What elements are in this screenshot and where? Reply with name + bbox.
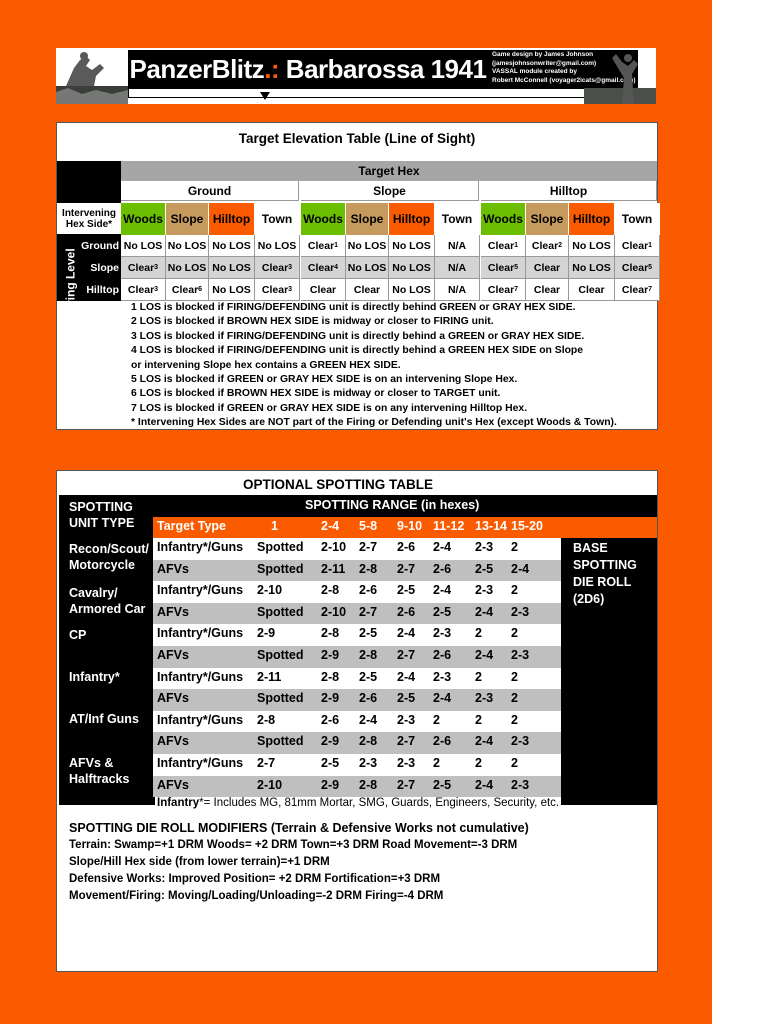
spotting-roll-cell: 2-3 xyxy=(475,540,494,554)
los-cell: Clear 3 xyxy=(255,257,300,279)
elevation-note: 1 LOS is blocked if FIRING/DEFENDING unit is directly behind GREEN or GRAY HEX SIDE. xyxy=(131,302,576,313)
spotting-roll-cell: 2-5 xyxy=(359,626,378,641)
spotting-roll-cell: Spotted xyxy=(257,648,304,662)
terrain-column-header: Hilltop xyxy=(569,203,615,235)
los-value: Clear xyxy=(127,283,155,296)
spotting-roll-cell: 2-6 xyxy=(433,648,452,662)
los-cell xyxy=(346,257,389,279)
los-value: N/A xyxy=(447,239,467,252)
spotting-roll-cell: Spotted xyxy=(257,561,304,576)
range-column-header: 15-20 xyxy=(511,519,543,533)
unit-type-column xyxy=(59,495,155,805)
elevation-corner xyxy=(57,161,121,203)
spotting-roll-cell: 2-9 xyxy=(321,777,340,792)
elevation-note: or intervening Slope hex contains a GREEN HEX SIDE. xyxy=(131,359,401,371)
spotting-roll-cell: 2-5 xyxy=(359,669,378,684)
spotting-roll-cell: 2-8 xyxy=(321,669,340,684)
spotting-row xyxy=(153,538,561,560)
spotting-roll-cell: 2 xyxy=(475,712,482,727)
los-value: No LOS xyxy=(572,261,611,274)
spotting-roll-cell: 2-3 xyxy=(433,669,452,684)
spotting-roll-cell: 2 xyxy=(511,626,518,641)
firing-level-row-label: Hilltop xyxy=(79,279,121,301)
spotting-roll-cell: 2-5 xyxy=(475,561,494,576)
elevation-note: 2 LOS is blocked if BROWN HEX SIDE is midway or closer to FIRING unit. xyxy=(131,316,494,328)
los-cell xyxy=(435,279,480,301)
target-hex-header: Target Hex xyxy=(121,161,657,181)
spotting-roll-cell: 2-7 xyxy=(397,648,416,662)
los-value: Clear xyxy=(531,239,559,252)
drm-title: SPOTTING DIE ROLL MODIFIERS (Terrain & Defensive Works not cumulative) xyxy=(69,821,529,835)
elevation-note: 6 LOS is blocked if BROWN HEX SIDE is midway or closer to TARGET unit. xyxy=(131,388,501,400)
target-elevation-table xyxy=(56,122,658,430)
los-value: No LOS xyxy=(212,261,251,274)
los-value: Clear xyxy=(171,283,199,296)
spotting-roll-cell: 2-4 xyxy=(433,583,452,598)
target-group-header: Ground xyxy=(121,181,299,201)
los-value: No LOS xyxy=(167,239,207,252)
infantry-footnote: Infantry*= Includes MG, 81mm Mortar, SMG, Guards, Engineers, Security, etc. xyxy=(157,797,560,809)
firing-level-label: Firing Level xyxy=(63,248,78,316)
los-value: Clear xyxy=(578,283,605,296)
target-type-cell: AFVs xyxy=(157,561,189,576)
spotting-row xyxy=(153,581,561,603)
unit-type-line: Infantry* xyxy=(69,670,120,684)
spotting-roll-cell: 2-6 xyxy=(433,561,452,576)
los-cell: Clear 2 xyxy=(526,235,569,257)
spotting-roll-cell: 2-3 xyxy=(511,648,530,662)
los-value: N/A xyxy=(447,283,467,296)
spotting-roll-cell: 2-4 xyxy=(359,712,378,727)
spotting-roll-cell: 2-4 xyxy=(475,604,494,619)
spotting-roll-cell: 2-11 xyxy=(257,669,282,684)
terrain-column-header: Slope xyxy=(346,203,389,235)
unit-type-line: Motorcycle xyxy=(69,558,135,572)
los-cell: Clear 3 xyxy=(121,279,166,301)
terrain-column-header: Hilltop xyxy=(209,203,255,235)
los-cell xyxy=(209,279,255,301)
los-value: Clear xyxy=(261,261,289,274)
range-column-header: 13-14 xyxy=(475,519,507,533)
hexside-label-line: Hex Side* xyxy=(65,218,113,230)
terrain-column-header: Woods xyxy=(301,203,346,235)
los-cell xyxy=(435,257,480,279)
spotting-roll-cell: 2 xyxy=(475,756,482,770)
drm-line: Terrain: Swamp=+1 DRM Woods= +2 DRM Town=+3 DRM Road Movement=-3 DRM xyxy=(69,839,518,851)
terrain-column-header: Town xyxy=(615,203,660,235)
unit-type-line: Cavalry/ xyxy=(69,586,118,600)
los-cell: Clear 4 xyxy=(301,257,346,279)
los-cell xyxy=(569,279,615,301)
spotting-roll-cell: 2-4 xyxy=(511,561,530,576)
spotting-roll-cell: 2 xyxy=(511,756,518,770)
spotting-unit-type xyxy=(69,585,145,617)
spotting-roll-cell: 2 xyxy=(475,626,482,641)
spotting-roll-cell: 2-4 xyxy=(475,777,494,792)
los-value: No LOS xyxy=(257,239,297,252)
los-cell xyxy=(346,279,389,301)
spotting-roll-cell: 2-3 xyxy=(397,756,416,770)
los-cell: Clear 3 xyxy=(121,257,166,279)
terrain-column-header: Hilltop xyxy=(389,203,435,235)
los-value: No LOS xyxy=(167,261,207,274)
intervening-hexside-label xyxy=(57,203,121,235)
spotting-roll-cell: 2-3 xyxy=(397,712,416,727)
spotting-roll-cell: 2-3 xyxy=(359,756,378,770)
los-cell xyxy=(389,235,435,257)
spotting-roll-cell: 2-8 xyxy=(359,561,378,576)
los-cell: Clear 7 xyxy=(615,279,660,301)
elevation-note: 4 LOS is blocked if FIRING/DEFENDING unit is directly behind a GREEN HEX SIDE on Slope xyxy=(131,345,584,357)
spotting-roll-cell: 2-5 xyxy=(397,583,416,598)
los-cell xyxy=(121,235,166,257)
unit-type-line: AFVs & xyxy=(69,756,114,770)
terrain-column-header: Town xyxy=(255,203,300,235)
unit-type-line: Recon/Scout/ xyxy=(69,542,149,556)
los-value: No LOS xyxy=(392,239,431,252)
spotting-roll-cell: 2-8 xyxy=(321,626,340,641)
spotting-roll-cell: 2 xyxy=(511,691,518,706)
spotting-roll-cell: 2 xyxy=(511,712,518,727)
credit-line: VASSAL module created by xyxy=(492,68,578,76)
spotting-range-header: SPOTTING RANGE (in hexes) xyxy=(155,495,657,517)
spotting-unit-type xyxy=(69,755,129,787)
spotting-roll-cell: 2-4 xyxy=(433,691,452,706)
range-column-header: 11-12 xyxy=(433,519,465,533)
los-cell: Clear 1 xyxy=(301,235,346,257)
spotting-unit-type xyxy=(69,541,149,573)
target-type-cell: AFVs xyxy=(157,648,189,662)
spotting-roll-cell: 2-6 xyxy=(397,604,416,619)
spotting-roll-cell: 2-7 xyxy=(359,540,378,554)
spotting-roll-cell: 2-10 xyxy=(321,540,347,554)
spotting-roll-cell: 2 xyxy=(475,669,482,684)
spotting-roll-cell: 2 xyxy=(433,712,440,727)
los-cell xyxy=(209,235,255,257)
terrain-column-header: Slope xyxy=(166,203,209,235)
unit-type-line: AT/Inf Guns xyxy=(69,712,139,726)
title-arrow-icon xyxy=(260,92,270,100)
spotting-roll-cell: 2-5 xyxy=(397,691,416,706)
spotting-row xyxy=(153,624,561,646)
spotting-roll-cell: Spotted xyxy=(257,734,304,749)
unit-type-header: SPOTTING UNIT TYPE xyxy=(69,500,135,530)
spotting-unit-type xyxy=(69,669,120,685)
elevation-note: 7 LOS is blocked if GREEN or GRAY HEX SIDE is on any intervening Hilltop Hex. xyxy=(131,402,528,414)
range-column-header: 5-8 xyxy=(359,519,378,533)
elevation-note: * Intervening Hex Sides are NOT part of the Firing or Defending unit's Hex (except Woods & Town). xyxy=(131,417,617,429)
spotting-roll-cell: Spotted xyxy=(257,691,304,706)
elevation-table-title: Target Elevation Table (Line of Sight) xyxy=(238,131,476,146)
spotting-roll-cell: Spotted xyxy=(257,540,304,554)
spotting-roll-cell: 2-7 xyxy=(397,734,416,749)
los-cell xyxy=(166,257,209,279)
spotting-roll-cell: 2-8 xyxy=(359,734,378,749)
range-column-header: 9-10 xyxy=(397,519,423,533)
target-type-cell: Infantry*/Guns xyxy=(157,712,244,727)
target-type-cell: Infantry*/Guns xyxy=(157,626,244,641)
los-value: Clear xyxy=(261,283,289,296)
los-value: Clear xyxy=(307,239,335,252)
spotting-row xyxy=(153,560,561,582)
target-type-cell: AFVs xyxy=(157,604,189,619)
spotting-roll-cell: 2-7 xyxy=(257,756,276,770)
terrain-column-header: Slope xyxy=(526,203,569,235)
los-cell xyxy=(435,235,480,257)
target-group-header: Slope xyxy=(301,181,479,201)
spotting-roll-cell: 2-5 xyxy=(433,604,452,619)
title-banner xyxy=(56,48,656,104)
spotting-roll-cell: 2-8 xyxy=(321,583,340,598)
spotting-roll-cell: 2 xyxy=(511,583,518,598)
spotting-roll-cell: 2-10 xyxy=(321,604,347,619)
elevation-note: 3 LOS is blocked if FIRING/DEFENDING unit is directly behind a GREEN or GRAY HEX SIDE. xyxy=(131,330,585,342)
spotting-roll-cell: 2-6 xyxy=(359,691,378,706)
spotting-drm-section xyxy=(59,817,657,971)
spotting-roll-cell: 2-5 xyxy=(321,756,340,770)
spotting-roll-cell: 2-3 xyxy=(475,583,494,598)
title-underline-bar xyxy=(128,88,588,98)
target-type-cell: Infantry*/Guns xyxy=(157,669,244,684)
range-column-header: 1 xyxy=(271,519,278,533)
spotting-roll-cell: 2-3 xyxy=(511,734,530,749)
unit-type-line: Halftracks xyxy=(69,772,130,786)
terrain-column-header: Woods xyxy=(121,203,166,235)
los-cell: Clear 5 xyxy=(615,257,660,279)
spotting-row xyxy=(153,603,561,625)
spotting-roll-cell: 2-9 xyxy=(257,626,276,641)
spotting-roll-cell: 2-3 xyxy=(475,691,494,706)
spotting-row xyxy=(153,754,561,776)
soldier-silhouette-left-icon xyxy=(56,48,128,104)
optional-spotting-table xyxy=(56,470,658,972)
spotting-roll-cell: 2-4 xyxy=(433,540,452,554)
credit-line: (jamesjohnsonwriter@gmail.com) xyxy=(492,59,597,67)
hexside-label-line: Intervening xyxy=(62,207,116,219)
target-type-cell: AFVs xyxy=(157,777,189,792)
target-group-header: Hilltop xyxy=(481,181,657,201)
spotting-roll-cell: Spotted xyxy=(257,604,304,619)
los-value: No LOS xyxy=(392,261,431,274)
spotting-roll-cell: 2-6 xyxy=(397,540,416,554)
drm-line: Slope/Hill Hex side (from lower terrain)=+1 DRM xyxy=(69,856,330,868)
los-value: No LOS xyxy=(347,239,387,252)
spotting-roll-cell: 2-7 xyxy=(359,604,378,619)
credit-line: Game design by James Johnson xyxy=(492,51,594,58)
los-value: Clear xyxy=(309,283,337,296)
target-type-header: Target Type xyxy=(157,519,226,533)
target-type-cell: AFVs xyxy=(157,734,189,749)
terrain-column-header: Woods xyxy=(481,203,526,235)
los-value: No LOS xyxy=(572,239,611,252)
base-spotting-die-roll-label: BASE SPOTTING DIE ROLL (2D6) xyxy=(561,538,657,805)
spotting-row xyxy=(153,646,561,668)
target-type-header-row xyxy=(153,517,657,538)
los-value: Clear xyxy=(127,261,155,274)
los-value: No LOS xyxy=(392,283,431,296)
spotting-roll-cell: 2 xyxy=(433,756,440,770)
spotting-roll-cell: 2-3 xyxy=(511,604,530,619)
firing-level-row-label: Slope xyxy=(79,257,121,279)
soldier-silhouette-right-icon xyxy=(584,48,656,104)
spotting-row xyxy=(153,776,561,798)
spotting-roll-cell: 2 xyxy=(511,540,518,554)
firing-level-column xyxy=(57,235,79,316)
los-cell xyxy=(389,279,435,301)
spotting-roll-cell: 2-7 xyxy=(397,777,416,792)
los-cell xyxy=(209,257,255,279)
los-value: No LOS xyxy=(212,239,251,252)
spotting-roll-cell: 2-9 xyxy=(321,648,340,662)
spotting-roll-cell: 2-11 xyxy=(321,561,346,576)
spotting-row xyxy=(153,732,561,754)
los-cell: Clear 6 xyxy=(166,279,209,301)
credit-line: Robert McConnell (voyager2icats@gmail.com) xyxy=(492,76,636,84)
los-cell: Clear 1 xyxy=(481,235,526,257)
spotting-roll-cell: 2-5 xyxy=(433,777,452,792)
elevation-notes xyxy=(131,301,617,431)
unit-type-line: Armored Car xyxy=(69,602,146,616)
range-column-header: 2-4 xyxy=(321,519,340,533)
los-value: Clear xyxy=(487,283,515,296)
los-cell xyxy=(526,257,569,279)
spotting-roll-cell: 2 xyxy=(511,669,518,684)
los-value: Clear xyxy=(487,261,515,274)
los-cell xyxy=(301,279,346,301)
spotting-roll-cell: 2-9 xyxy=(321,691,340,706)
los-value: No LOS xyxy=(347,261,387,274)
spotting-roll-cell: 2-4 xyxy=(397,626,416,641)
spotting-roll-cell: 2-10 xyxy=(257,583,283,598)
los-cell: Clear 3 xyxy=(255,279,300,301)
los-value: No LOS xyxy=(123,239,163,252)
los-value: Clear xyxy=(533,261,561,274)
los-cell: Clear 1 xyxy=(615,235,660,257)
los-value: Clear xyxy=(307,261,335,274)
target-type-cell: Infantry*/Guns xyxy=(157,540,244,554)
spotting-roll-cell: 2-8 xyxy=(359,777,378,792)
terrain-column-header: Town xyxy=(435,203,480,235)
los-value: Clear xyxy=(353,283,381,296)
spotting-roll-cell: 2-8 xyxy=(359,648,378,662)
target-type-cell: AFVs xyxy=(157,691,189,706)
los-cell xyxy=(166,235,209,257)
los-value: Clear xyxy=(621,261,649,274)
los-cell xyxy=(569,257,615,279)
spotting-roll-cell: 2-10 xyxy=(257,777,283,792)
spotting-row xyxy=(153,668,561,690)
los-cell: Clear 5 xyxy=(481,257,526,279)
los-value: Clear xyxy=(621,283,649,296)
spotting-roll-cell: 2-4 xyxy=(475,648,494,662)
spotting-unit-type xyxy=(69,711,139,727)
game-title: PanzerBlitz.: Barbarossa 1941 xyxy=(128,50,488,88)
los-value: Clear xyxy=(533,283,561,296)
drm-lines xyxy=(69,837,517,905)
los-cell xyxy=(569,235,615,257)
los-value: N/A xyxy=(447,261,467,274)
los-cell xyxy=(255,235,300,257)
los-value: Clear xyxy=(487,239,515,252)
spotting-roll-cell: 2-4 xyxy=(475,734,494,749)
drm-line: Movement/Firing: Moving/Loading/Unloading=-2 DRM Firing=-4 DRM xyxy=(69,890,444,902)
spotting-roll-cell: 2-3 xyxy=(433,626,452,641)
spotting-row xyxy=(153,689,561,711)
los-cell xyxy=(526,279,569,301)
elevation-note: 5 LOS is blocked if GREEN or GRAY HEX SIDE is on an intervening Slope Hex. xyxy=(131,374,518,386)
spotting-roll-cell: 2-6 xyxy=(321,712,340,727)
spotting-roll-cell: 2-4 xyxy=(397,669,416,684)
target-type-cell: Infantry*/Guns xyxy=(157,583,244,598)
unit-type-line: CP xyxy=(69,628,87,642)
los-cell xyxy=(346,235,389,257)
los-cell xyxy=(389,257,435,279)
spotting-roll-cell: 2-7 xyxy=(397,561,416,576)
spotting-roll-cell: 2-9 xyxy=(321,734,340,749)
target-type-cell: Infantry*/Guns xyxy=(157,756,244,770)
spotting-row xyxy=(153,711,561,733)
spotting-table-title: OPTIONAL SPOTTING TABLE xyxy=(243,477,434,492)
spotting-roll-cell: 2-6 xyxy=(433,734,452,749)
los-value: Clear xyxy=(621,239,649,252)
spotting-roll-cell: 2-3 xyxy=(511,777,530,792)
spotting-unit-type xyxy=(69,627,86,643)
spotting-roll-cell: 2-8 xyxy=(257,712,276,727)
los-cell: Clear 7 xyxy=(481,279,526,301)
spotting-roll-cell: 2-6 xyxy=(359,583,378,598)
firing-level-row-label: Ground xyxy=(79,235,121,257)
drm-line: Defensive Works: Improved Position= +2 DRM Fortification=+3 DRM xyxy=(69,873,441,885)
los-value: No LOS xyxy=(212,283,251,296)
